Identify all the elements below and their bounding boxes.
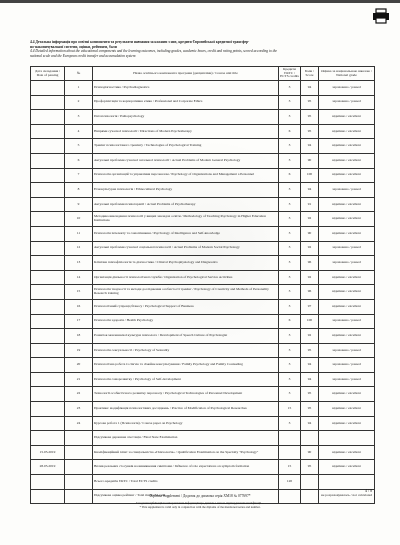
cell-score: 95 (301, 343, 319, 358)
cell-score: 92 (301, 270, 319, 285)
cell-credits: 3 (279, 212, 301, 227)
table-row (31, 183, 375, 198)
cell-course: Організація діяльності психологічної служби / Organization of Psychological Service Activities (93, 270, 279, 285)
cell-course: Підсумкова державна атестація / Final State Examination (93, 431, 279, 446)
cell-course: Вплив реальних стосунків на виникнення симптоми / Influence of role expectations on symptom formation (93, 460, 279, 475)
cell-grade: відмінно / excellent (319, 139, 375, 154)
cell-num: 10 (65, 212, 93, 227)
cell-score: 95 (301, 460, 319, 475)
cell-num: 19 (65, 343, 93, 358)
cell-grade: відмінно / excellent (319, 299, 375, 314)
table-row (31, 212, 375, 227)
section-header (30, 40, 370, 58)
cell-score: 95 (301, 387, 319, 402)
cell-credits: 3 (279, 372, 301, 387)
table-row (31, 372, 375, 387)
cell-date (31, 431, 65, 446)
cell-course: Психологія саморозвитку / Psychology of Self-development (93, 372, 279, 387)
cell-course: Кваліфікаційний іспит за спеціальністю «Психологія» / Qualification Examination on the Specialty "Psychology" (93, 445, 279, 460)
cell-credits: 3 (279, 285, 301, 300)
cell-score: 92 (301, 329, 319, 344)
cell-credits (279, 431, 301, 446)
cell-date (31, 212, 65, 227)
cell-date (31, 372, 65, 387)
cell-score: 95 (301, 95, 319, 110)
cell-course: Розвиток мовленнєвої культури психолога / Development of Speech Culture of Psychologist (93, 329, 279, 344)
table-row (31, 358, 375, 373)
cell-date (31, 387, 65, 402)
cell-date (31, 241, 65, 256)
table-row (31, 256, 375, 271)
table-row (31, 270, 375, 285)
cell-score: 91 (301, 197, 319, 212)
cell-grade: зараховано / passed (319, 343, 375, 358)
cell-course: Курсова робота 1 (Психологія) / Course paper on Psychology (93, 416, 279, 431)
cell-grade (319, 431, 375, 446)
cell-score: 94 (301, 416, 319, 431)
cell-num (65, 445, 93, 460)
header-line-uk: 4.4 Детальна інформація про освітні компоненти та результати навчання за кожним з них, кредити Європейської кредитної трансфер- (30, 40, 250, 44)
cell-num: 23 (65, 402, 93, 417)
table-row (31, 460, 375, 475)
cell-course: Психологія інтелекту та самопізнання / Psychology of Intelligence and Self-knowledge (93, 226, 279, 241)
cell-score: 94 (301, 139, 319, 154)
cell-course: Тренінг психологічного тренінгу / Technologies of Psychological Training (93, 139, 279, 154)
cell-course: Напрями сучасної психології / Directions of Modern Psychotherapy (93, 124, 279, 139)
cell-grade: відмінно / excellent (319, 226, 375, 241)
cell-grade (319, 475, 375, 490)
cell-credits: 3 (279, 256, 301, 271)
col-date-header: Дата складання / Date of passing (31, 67, 65, 81)
cell-grade: не розраховувалась / not calculated (319, 489, 375, 504)
table-row (31, 329, 375, 344)
table-row (31, 153, 375, 168)
cell-credits: 3 (279, 153, 301, 168)
cell-grade: відмінно / excellent (319, 387, 375, 402)
cell-date (31, 285, 65, 300)
cell-credits: 15 (279, 460, 301, 475)
table-row (31, 314, 375, 329)
cell-num (65, 475, 93, 490)
cell-date (31, 168, 65, 183)
table-row (31, 445, 375, 460)
cell-course: Практика: модифікація психологічних досліджень / Practice of Modification of Psychological Researches (93, 402, 279, 417)
scan-edge-line (0, 0, 400, 3)
cell-num: 18 (65, 329, 93, 344)
table-row (31, 197, 375, 212)
cell-grade: зараховано / passed (319, 183, 375, 198)
col-num-header: № (65, 67, 93, 81)
cell-course: Актуальні проблеми сучасної загальної психології / Actual Problems of Modern General Psychology (93, 153, 279, 168)
cell-credits: 3 (279, 139, 301, 154)
cell-grade: відмінно / excellent (319, 402, 375, 417)
cell-date (31, 314, 65, 329)
cell-course: Психологія творчості та методи дослідження особистості тренінг / Psychology of Creativity and Methods of Personality Research training (93, 285, 279, 300)
cell-date (31, 402, 65, 417)
cell-course: Актуальні проблеми психотерапії / Actual Problems of Psychotherapy (93, 197, 279, 212)
cell-date (31, 343, 65, 358)
table-row (31, 299, 375, 314)
cell-date (31, 197, 65, 212)
table-row (31, 110, 375, 125)
cell-score: 90 (301, 226, 319, 241)
cell-num: 12 (65, 241, 93, 256)
footer-note: * подання публікації та використання інформації про диплом з метою підтвердження кваліфікації ... (136, 501, 264, 505)
cell-num: 16 (65, 299, 93, 314)
header-line-en-2: national scale and the European credit transfer and accumulation system (30, 53, 136, 58)
cell-score: 94 (301, 183, 319, 198)
cell-num: 17 (65, 314, 93, 329)
cell-score: 96 (301, 256, 319, 271)
table-row (31, 95, 375, 110)
cell-grade: відмінно / excellent (319, 168, 375, 183)
cell-credits: 6 (279, 168, 301, 183)
cell-credits: 3 (279, 329, 301, 344)
cell-date (31, 153, 65, 168)
cell-num: 11 (65, 226, 93, 241)
cell-credits: 3 (279, 241, 301, 256)
cell-num: 21 (65, 372, 93, 387)
col-credits-header: Кредити ЄКТС / ECTS credits (279, 67, 301, 81)
cell-grade: відмінно / excellent (319, 416, 375, 431)
cell-num: 9 (65, 197, 93, 212)
cell-num: 14 (65, 270, 93, 285)
table-row (31, 416, 375, 431)
cell-credits: 3 (279, 299, 301, 314)
table-row (31, 139, 375, 154)
cell-grade: відмінно / excellent (319, 329, 375, 344)
table-row (31, 226, 375, 241)
cell-credits: 3 (279, 416, 301, 431)
cell-credits: 3 (279, 270, 301, 285)
cell-date (31, 183, 65, 198)
table-row (31, 431, 375, 446)
cell-grade: відмінно / excellent (319, 110, 375, 125)
table-body (31, 81, 375, 504)
cell-score: 94 (301, 372, 319, 387)
cell-date: 15.05.2019 (31, 445, 65, 460)
table-row (31, 343, 375, 358)
cell-grade: відмінно / excellent (319, 153, 375, 168)
cell-date (31, 95, 65, 110)
page-number: 4 / 8 (365, 488, 373, 493)
cell-credits: 15 (279, 402, 301, 417)
cell-course: Психологічна робота із сім'єю та сімейне консультування / Family Psychology and Family Counseling (93, 358, 279, 373)
col-course-header: Назва освітнього компонента програми (дисципліни) / Course unit title (93, 67, 279, 81)
cell-num (65, 431, 93, 446)
cell-score: 100 (301, 168, 319, 183)
cell-credits (279, 445, 301, 460)
cell-course: Психологія сексуальності / Psychology of Sexuality (93, 343, 279, 358)
cell-num: 3 (65, 110, 93, 125)
cell-num: 7 (65, 168, 93, 183)
cell-date (31, 270, 65, 285)
cell-score: 96 (301, 285, 319, 300)
cell-grade: відмінно / excellent (319, 270, 375, 285)
cell-credits: 3 (279, 358, 301, 373)
cell-credits: 3 (279, 226, 301, 241)
cell-date (31, 110, 65, 125)
cell-credits: 6 (279, 124, 301, 139)
footer-note-en: * This supplement is valid only in conjunction with the diploma of the mentioned series and number. (139, 505, 261, 509)
table-row (31, 285, 375, 300)
table-row (31, 168, 375, 183)
cell-grade: відмінно / excellent (319, 124, 375, 139)
cell-score: 95 (301, 124, 319, 139)
cell-course: Технології особистісного розвитку персоналу / Psychological Technologies of Personnel Development (93, 387, 279, 402)
cell-grade: відмінно / excellent (319, 197, 375, 212)
cell-date (31, 416, 65, 431)
cell-score: 95 (301, 110, 319, 125)
cell-course: Патопсихологія / Pathopsychology (93, 110, 279, 125)
cell-num: 6 (65, 153, 93, 168)
cell-grade: зараховано / passed (319, 81, 375, 96)
cell-num: 22 (65, 387, 93, 402)
cell-num: 5 (65, 139, 93, 154)
table-row (31, 402, 375, 417)
cell-credits: 3 (279, 183, 301, 198)
cell-credits: 3 (279, 110, 301, 125)
footer-title: Diploma Supplement / Додаток до диплома серія ХМ18 № 077697* (149, 494, 251, 498)
cell-grade: зараховано / passed (319, 241, 375, 256)
cell-course: Профорієнтація та корпоративна етика / Professional and Corporate Ethics (93, 95, 279, 110)
cell-num: 2 (65, 95, 93, 110)
cell-credits: 3 (279, 81, 301, 96)
cell-course: Психологічний супровід бізнесу / Psychological Support of Business (93, 299, 279, 314)
cell-date (31, 299, 65, 314)
cell-grade: відмінно / excellent (319, 212, 375, 227)
cell-date (31, 139, 65, 154)
cell-grade: відмінно / excellent (319, 445, 375, 460)
cell-score: 90 (301, 153, 319, 168)
table-row (31, 241, 375, 256)
cell-course: Психодіагностика / Psychodiagnostics (93, 81, 279, 96)
cell-grade: зараховано / passed (319, 314, 375, 329)
cell-score: 97 (301, 299, 319, 314)
col-grade-header: Оцінка за національною шкалою / National grade (319, 67, 375, 81)
table-header-row (31, 67, 375, 81)
cell-date (31, 124, 65, 139)
cell-grade: відмінно / excellent (319, 285, 375, 300)
cell-score: 92 (301, 241, 319, 256)
cell-score: 95 (301, 402, 319, 417)
cell-score (301, 475, 319, 490)
cell-score: 100 (301, 314, 319, 329)
cell-score: 90 (301, 445, 319, 460)
cell-score: 94 (301, 358, 319, 373)
table-row (31, 124, 375, 139)
cell-num: 8 (65, 183, 93, 198)
cell-credits: 6 (279, 314, 301, 329)
cell-credits: 120 (279, 475, 301, 490)
cell-course: Психологія організацій та управління персоналом / Psychology of Organizations and Management a Personnel (93, 168, 279, 183)
cell-score (301, 431, 319, 446)
cell-credits: 3 (279, 197, 301, 212)
table-row (31, 387, 375, 402)
cell-course: Всього кредитів ЄКТС / Total ECTS credits (93, 475, 279, 490)
printer-icon (372, 8, 390, 24)
cell-course: Клінічна психофізіологія та діагностика / Clinical Psychophysiology and Diagnostics (93, 256, 279, 271)
cell-date (31, 358, 65, 373)
cell-date (31, 81, 65, 96)
cell-num: 20 (65, 358, 93, 373)
cell-date (31, 475, 65, 490)
grades-table (30, 66, 375, 504)
col-score-header: Бали / Score (301, 67, 319, 81)
cell-grade: зараховано / passed (319, 95, 375, 110)
cell-grade: відмінно / excellent (319, 460, 375, 475)
cell-credits: 3 (279, 387, 301, 402)
cell-date (31, 256, 65, 271)
cell-date (31, 226, 65, 241)
cell-credits: 3 (279, 343, 301, 358)
cell-course: Психологія здоров'я / Health Psychology (93, 314, 279, 329)
cell-num: 13 (65, 256, 93, 271)
cell-date: 28.05.2019 (31, 460, 65, 475)
header-line-en: 4.4 Detailed information about the educational components and the learning outcomes, including grades, academic hours, credit and rating points, scored according to the (30, 49, 278, 54)
table-row (31, 475, 375, 490)
cell-course: Методика викладання психології у вищих закладах освіти / Methodology of Teaching Psychology in Higher Education Institutions (93, 212, 279, 227)
cell-num (65, 460, 93, 475)
cell-num: 24 (65, 416, 93, 431)
cell-score: 94 (301, 81, 319, 96)
cell-num: 4 (65, 124, 93, 139)
table-row (31, 81, 375, 96)
cell-course: Підсумкова оцінка рейтинг / Total mark and rank (93, 489, 279, 504)
cell-grade: зараховано / passed (319, 358, 375, 373)
cell-grade: зараховано / passed (319, 256, 375, 271)
cell-course: Етнокультурна психологія / Ethnocultural Psychology (93, 183, 279, 198)
header-line-uk-2: но-накопичувальної системи, оцінки, рейтинги, бали (30, 44, 117, 49)
cell-score: 92 (301, 212, 319, 227)
cell-credits: 3 (279, 95, 301, 110)
cell-grade: зараховано / passed (319, 372, 375, 387)
cell-course: Актуальні проблеми сучасної соціальної психології / Actual Problems of Modern Social Psychology (93, 241, 279, 256)
cell-num: 15 (65, 285, 93, 300)
cell-date (31, 329, 65, 344)
cell-num: 1 (65, 81, 93, 96)
